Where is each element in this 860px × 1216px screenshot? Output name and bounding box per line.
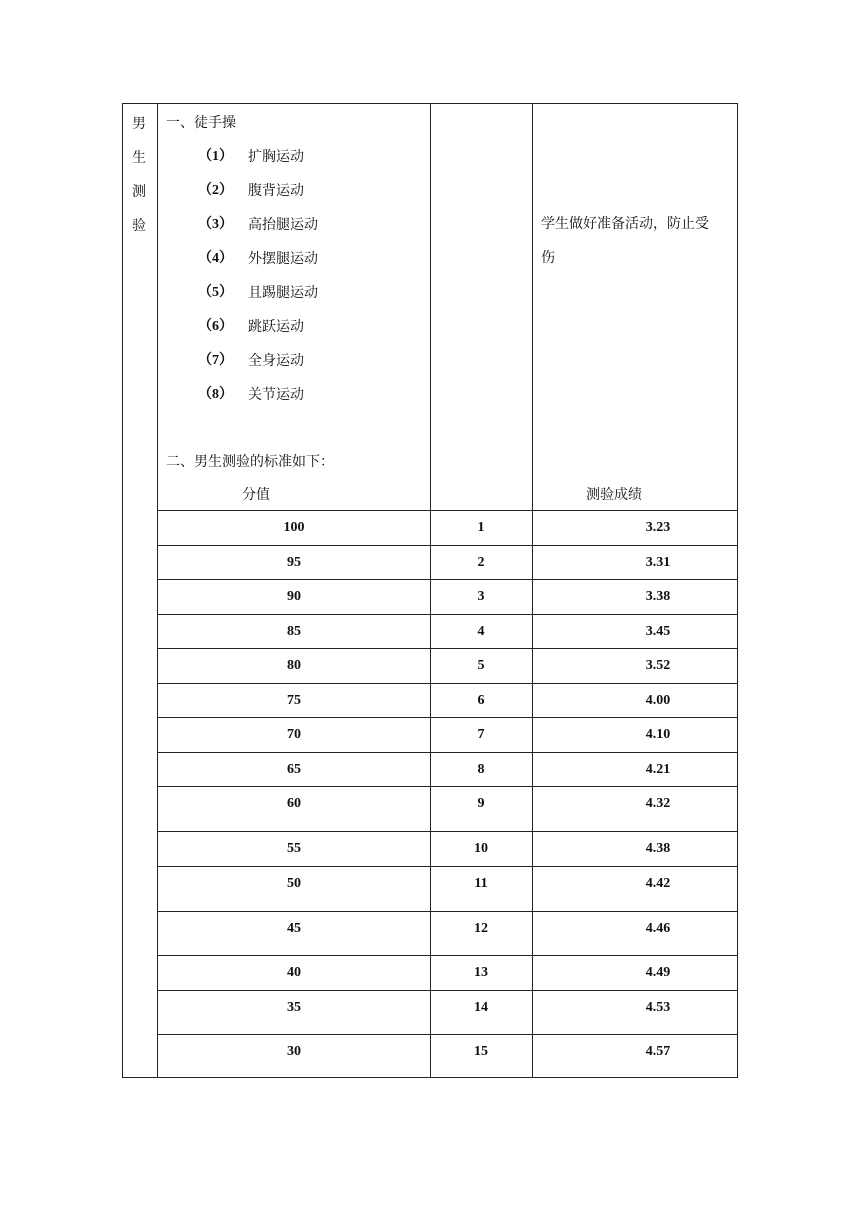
cell-score: 60 — [287, 796, 301, 811]
exercise-label: 跳跃运动 — [248, 319, 304, 335]
cell-index: 14 — [474, 1000, 488, 1015]
cell-index: 5 — [477, 658, 485, 673]
side-label-char: 男 — [132, 116, 146, 132]
exercise-number: （4） — [198, 251, 233, 266]
cell-index: 9 — [477, 796, 485, 811]
cell-result: 3.31 — [645, 555, 671, 570]
cell-score: 40 — [287, 965, 301, 980]
column-header-result: 测验成绩 — [586, 487, 642, 503]
exercise-label: 且踢腿运动 — [248, 285, 318, 301]
cell-result: 3.23 — [645, 520, 671, 535]
side-label-char: 生 — [132, 150, 146, 166]
cell-score: 95 — [287, 555, 301, 570]
table-row-divider — [157, 911, 738, 912]
table-row-divider — [157, 786, 738, 787]
table-row-divider — [157, 545, 738, 546]
table-row-divider — [157, 579, 738, 580]
cell-result: 3.45 — [645, 624, 671, 639]
table-row-divider — [157, 683, 738, 684]
exercise-label: 外摆腿运动 — [248, 251, 318, 267]
table-row-divider — [157, 831, 738, 832]
side-label-char: 验 — [132, 218, 146, 234]
cell-score: 75 — [287, 693, 301, 708]
cell-index: 6 — [477, 693, 485, 708]
cell-index: 11 — [474, 876, 488, 891]
cell-score: 45 — [287, 921, 301, 936]
exercise-label: 高抬腿运动 — [248, 217, 318, 233]
divider-label-column — [157, 103, 158, 1078]
exercise-number: （6） — [198, 319, 233, 334]
exercise-label: 扩胸运动 — [248, 149, 304, 165]
cell-result: 4.38 — [645, 841, 671, 856]
cell-result: 4.21 — [645, 762, 671, 777]
exercise-label: 关节运动 — [248, 387, 304, 403]
cell-index: 10 — [474, 841, 488, 856]
cell-result: 4.57 — [645, 1044, 671, 1059]
cell-index: 13 — [474, 965, 488, 980]
exercise-label: 腹背运动 — [248, 183, 304, 199]
section2-title: 二、男生测验的标准如下： — [166, 454, 334, 470]
note-line-1: 学生做好准备活动，防止受 — [541, 216, 709, 232]
table-row-divider — [157, 990, 738, 991]
cell-score: 50 — [287, 876, 301, 891]
cell-score: 70 — [287, 727, 301, 742]
table-row-divider — [157, 866, 738, 867]
table-row-divider — [157, 648, 738, 649]
cell-index: 3 — [477, 589, 485, 604]
note-line-2: 伤 — [541, 250, 555, 266]
cell-result: 4.53 — [645, 1000, 671, 1015]
cell-result: 3.38 — [645, 589, 671, 604]
cell-result: 4.10 — [645, 727, 671, 742]
cell-result: 3.52 — [645, 658, 671, 673]
cell-score: 35 — [287, 1000, 301, 1015]
divider-note-column — [532, 103, 533, 1078]
cell-result: 4.42 — [645, 876, 671, 891]
cell-result: 4.00 — [645, 693, 671, 708]
cell-score: 65 — [287, 762, 301, 777]
table-row-divider — [157, 510, 738, 511]
cell-score: 55 — [287, 841, 301, 856]
table-row-divider — [157, 717, 738, 718]
table-row-divider — [157, 614, 738, 615]
table-row-divider — [157, 955, 738, 956]
exercise-number: （5） — [198, 285, 233, 300]
exercise-number: （2） — [198, 183, 233, 198]
cell-score: 30 — [287, 1044, 301, 1059]
side-label-char: 测 — [132, 184, 146, 200]
cell-score: 80 — [287, 658, 301, 673]
section1-title: 一、徒手操 — [166, 115, 236, 131]
cell-result: 4.49 — [645, 965, 671, 980]
cell-index: 1 — [477, 520, 485, 535]
exercise-number: （1） — [198, 149, 233, 164]
exercise-label: 全身运动 — [248, 353, 304, 369]
cell-index: 8 — [477, 762, 485, 777]
column-header-score: 分值 — [242, 487, 270, 503]
exercise-number: （8） — [198, 387, 233, 402]
cell-index: 12 — [474, 921, 488, 936]
cell-index: 15 — [474, 1044, 488, 1059]
cell-index: 7 — [477, 727, 485, 742]
exercise-number: （7） — [198, 353, 233, 368]
cell-score: 85 — [287, 624, 301, 639]
cell-result: 4.32 — [645, 796, 671, 811]
cell-score: 90 — [287, 589, 301, 604]
cell-index: 4 — [477, 624, 485, 639]
cell-index: 2 — [477, 555, 485, 570]
table-row-divider — [157, 1034, 738, 1035]
cell-result: 4.46 — [645, 921, 671, 936]
cell-score: 100 — [283, 520, 305, 535]
table-row-divider — [157, 752, 738, 753]
exercise-number: （3） — [198, 217, 233, 232]
divider-middle-column — [430, 103, 431, 1078]
